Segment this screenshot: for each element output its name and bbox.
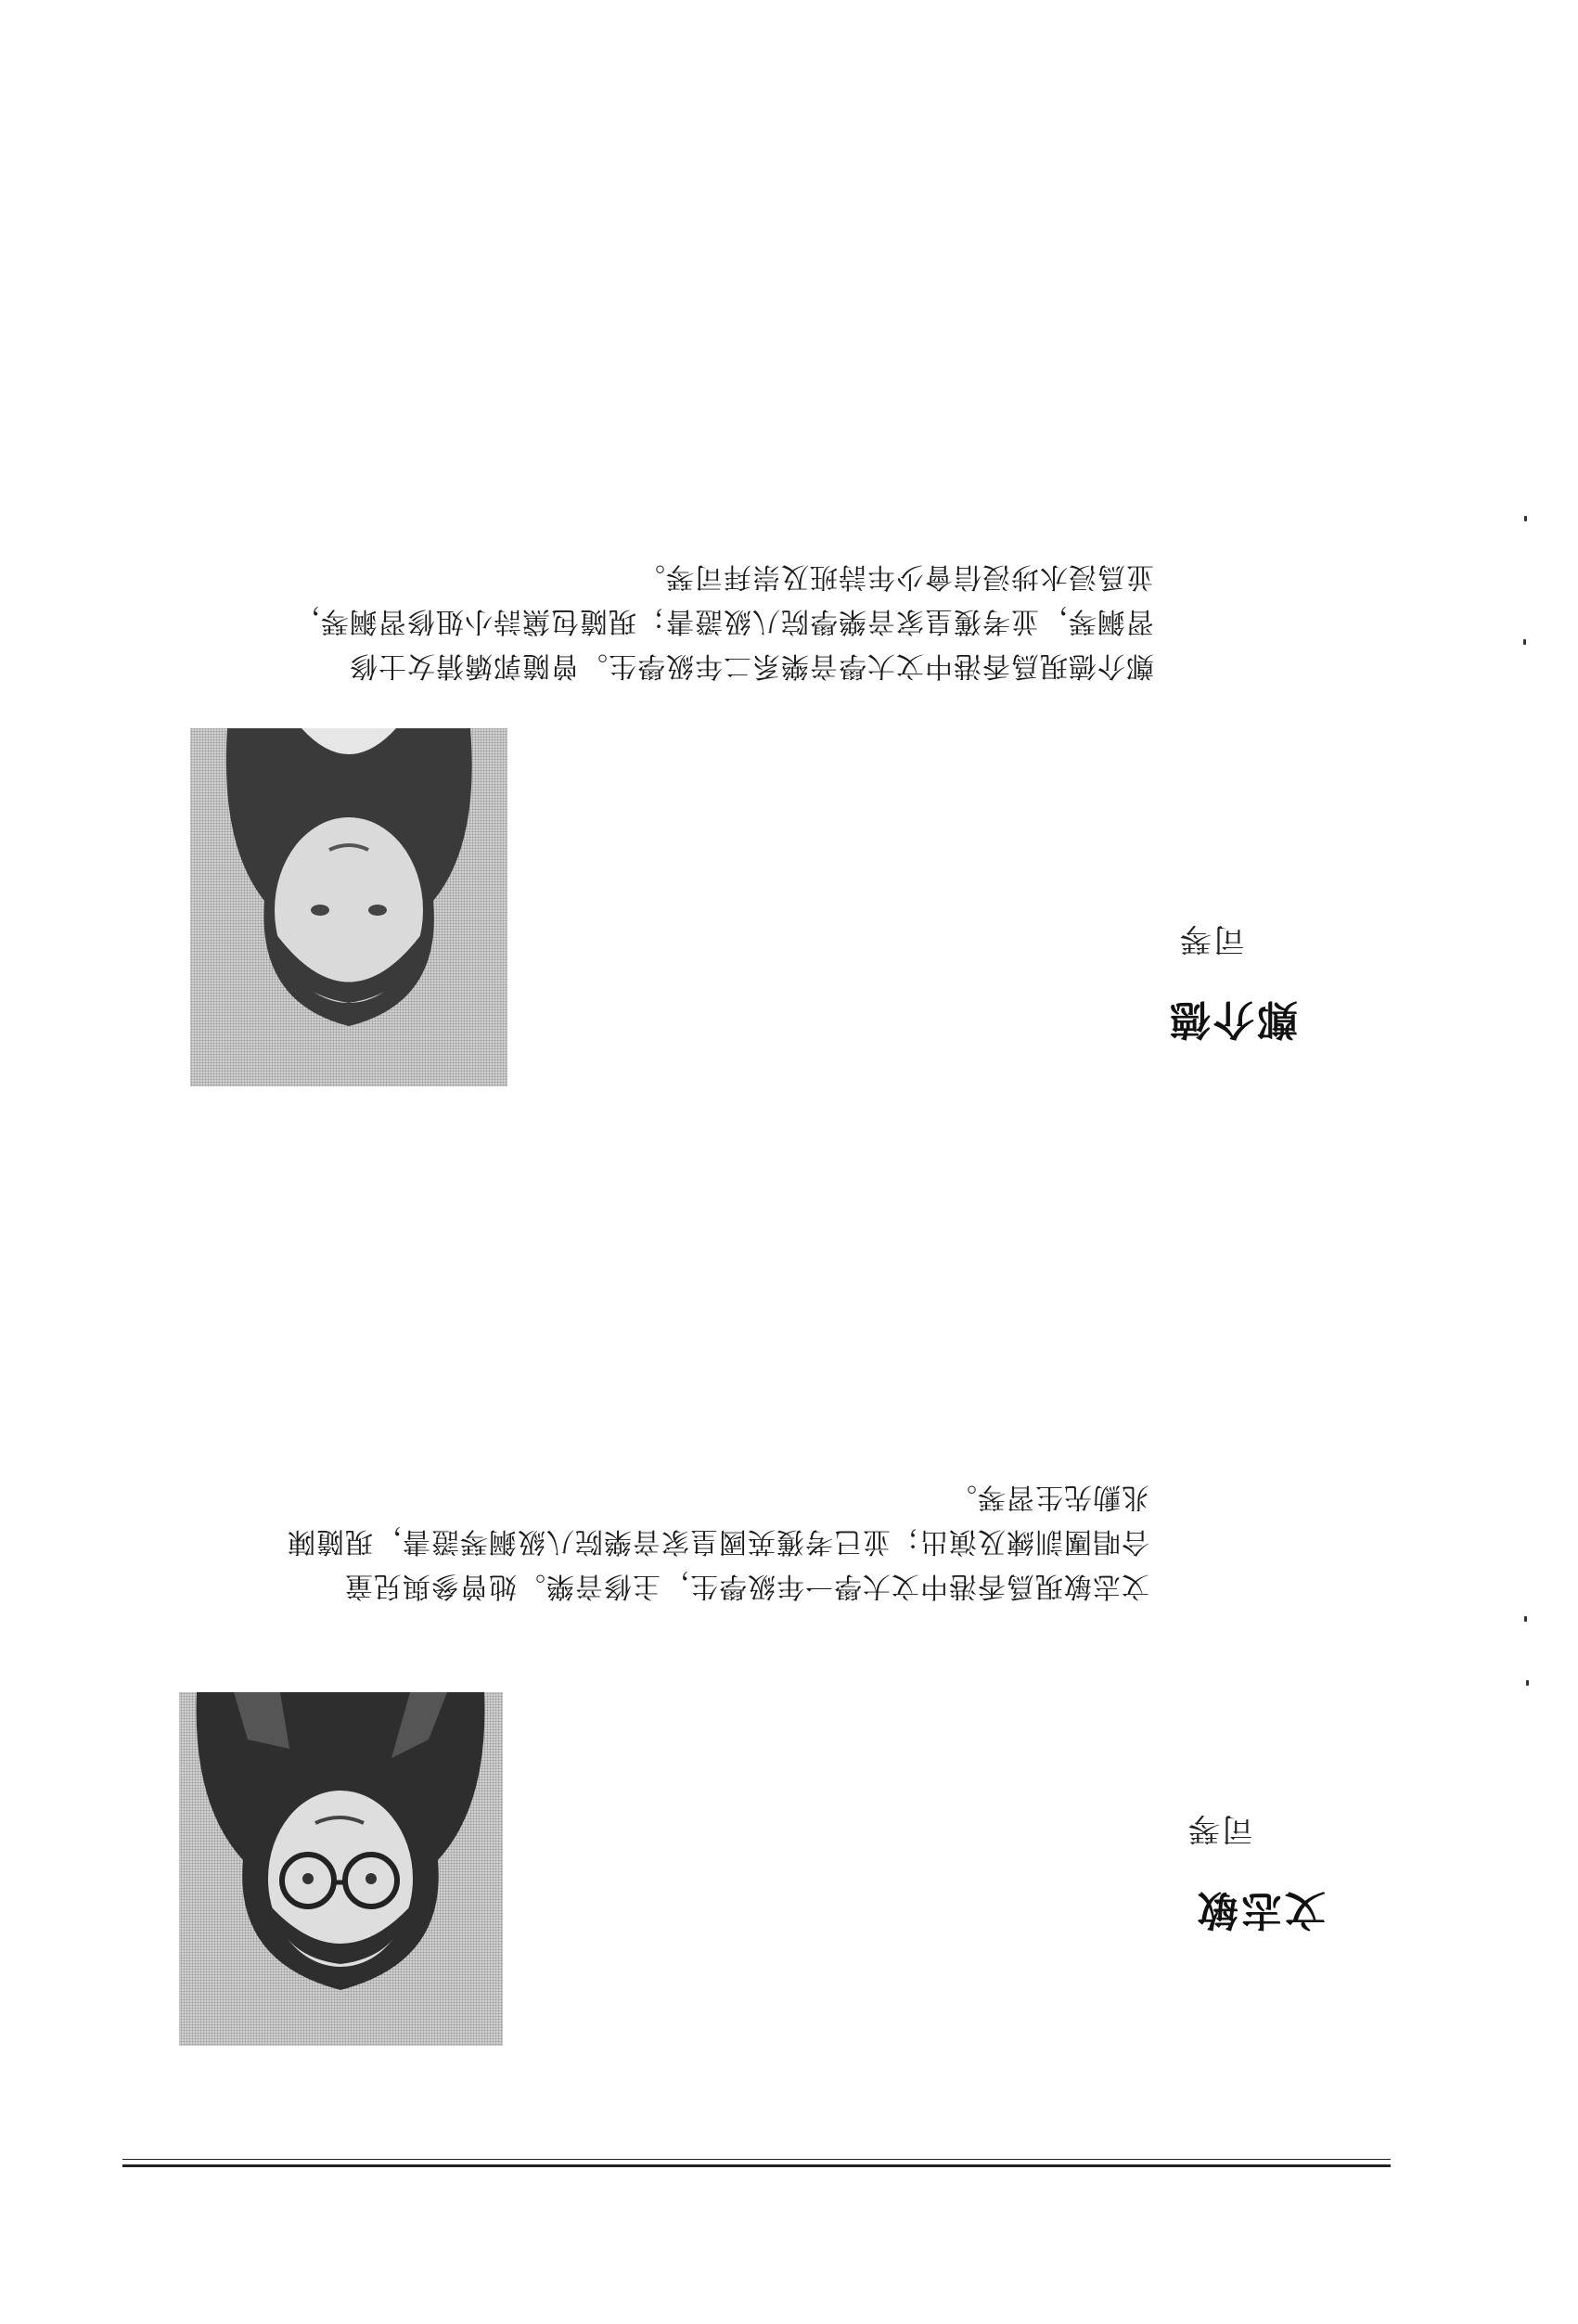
bio-line: 鄭介德現爲香港中文大學音樂系二年級學生。曾隨郭嬌猜女士修	[349, 649, 1154, 682]
bio-line: 並爲浸水埗浸信會少年詩班及崇拜司琴。	[636, 560, 1154, 593]
footer-rule	[122, 2164, 1391, 2167]
bio-line: 習鋼琴，並考獲皇家音樂學院八級證書；現隨包黛詩小姐修習鋼琴，	[291, 605, 1154, 637]
scan-speck	[1524, 1616, 1527, 1622]
scan-speck	[1523, 639, 1526, 645]
bio-line: 文志敏現爲香港中文大學一年級學生，主修音樂。她曾參與兒童	[344, 1570, 1149, 1602]
profile-photo	[179, 1692, 503, 2046]
profile-name: 鄭介德	[1167, 995, 1298, 1043]
portrait-figure	[190, 728, 507, 1086]
scan-speck	[1526, 1680, 1529, 1686]
profile-role: 司琴	[1178, 920, 1245, 957]
portrait-glasses-figure	[179, 1692, 503, 2046]
profile-bio	[291, 554, 1154, 687]
bio-line: 合唱團訓練及演出；並已考獲英國皇家音樂院八級鋼琴證書，現隨陳	[287, 1525, 1149, 1558]
scan-speck	[1524, 516, 1527, 521]
profile-bio	[287, 1474, 1149, 1608]
profile-name: 文志敏	[1195, 1886, 1326, 1933]
profile-photo	[190, 728, 507, 1086]
profile-role: 司琴	[1187, 1810, 1253, 1847]
footer-rule-thin	[122, 2159, 1391, 2160]
bio-line: 兆勳先生習琴。	[948, 1481, 1149, 1513]
